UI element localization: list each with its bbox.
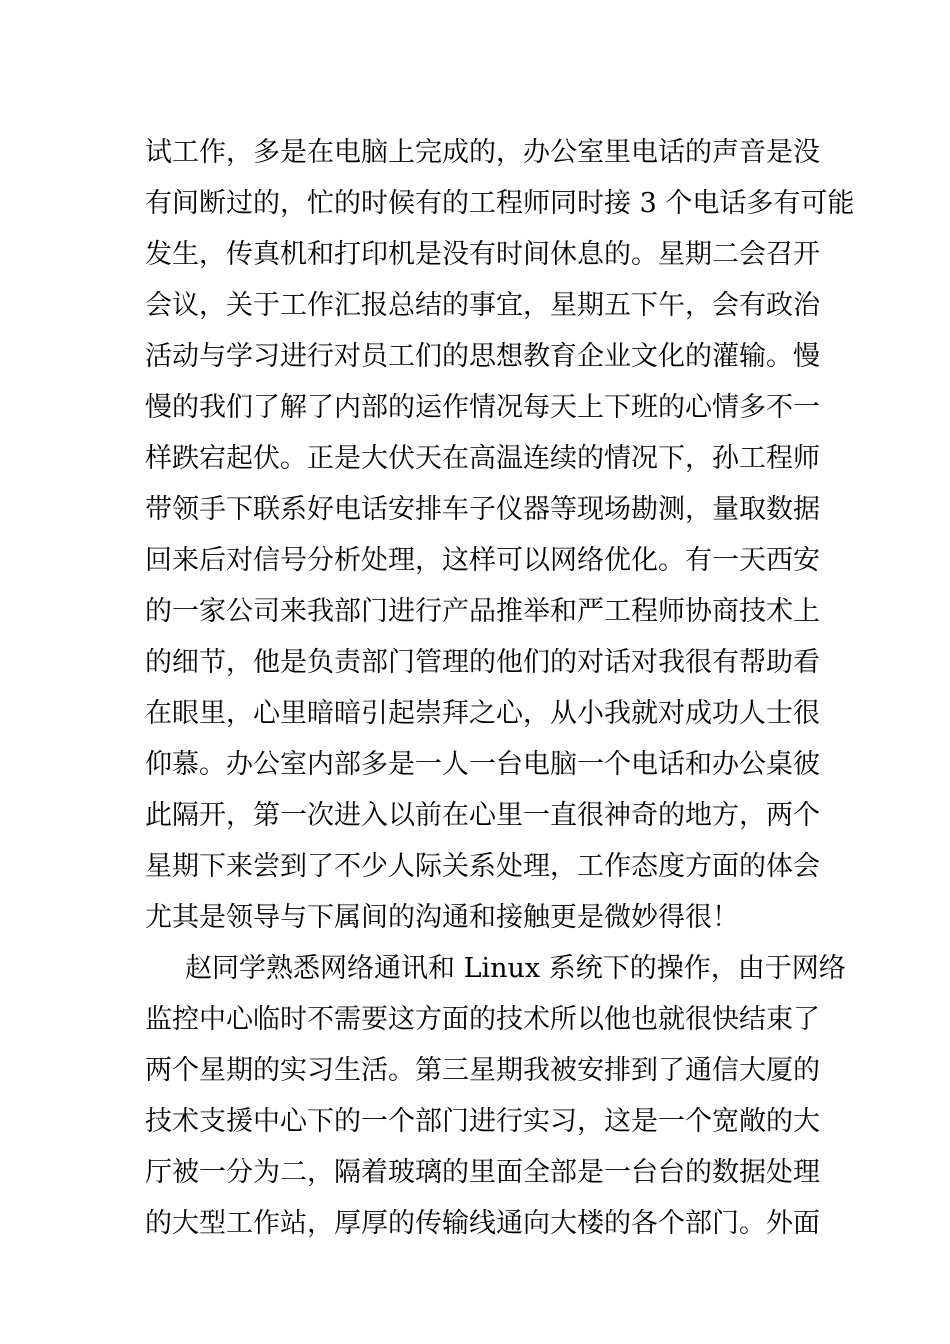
text-line: 此隔开，第一次进入以前在心里一直很神奇的地方，两个: [145, 800, 820, 831]
text-line: 带领手下联系好电话安排车子仪器等现场勘测，量取数据: [145, 494, 820, 525]
body-text: [145, 127, 855, 1249]
text-line: 活动与学习进行对员工们的思想教育企业文化的灌输。慢: [145, 341, 820, 372]
text-line: 的一家公司来我部门进行产品推举和严工程师协商技术上: [145, 596, 820, 627]
text-line: 技术支援中心下的一个部门进行实习，这是一个宽敞的大: [145, 1106, 820, 1137]
text-line: 两个星期的实习生活。第三星期我被安排到了通信大厦的: [145, 1055, 820, 1086]
text-line: 的细节，他是负责部门管理的他们的对话对我很有帮助看: [145, 647, 820, 678]
paragraph-first-line: 赵同学熟悉网络通讯和 Linux 系统下的操作，由于网络: [185, 953, 846, 984]
text-line: 试工作，多是在电脑上完成的，办公室里电话的声音是没: [145, 137, 820, 168]
text-line: 在眼里，心里暗暗引起崇拜之心，从小我就对成功人士很: [145, 698, 820, 729]
text-line: 的大型工作站，厚厚的传输线通向大楼的各个部门。外面: [145, 1208, 820, 1239]
paragraph-end-line: 尤其是领导与下属间的沟通和接触更是微妙得很！: [145, 902, 739, 933]
text-line: 发生，传真机和打印机是没有时间休息的。星期二会召开: [145, 239, 820, 270]
text-line: 厅被一分为二，隔着玻璃的里面全部是一台台的数据处理: [145, 1157, 820, 1188]
text-line: 慢的我们了解了内部的运作情况每天上下班的心情多不一: [145, 392, 820, 423]
text-line: 监控中心临时不需要这方面的技术所以他也就很快结束了: [145, 1004, 820, 1035]
text-line: 星期下来尝到了不少人际关系处理，工作态度方面的体会: [145, 851, 820, 882]
text-line: 样跌宕起伏。正是大伏天在高温连续的情况下，孙工程师: [145, 443, 820, 474]
text-line: 有间断过的，忙的时候有的工程师同时接 3 个电话多有可能: [145, 188, 855, 219]
text-line: 仰慕。办公室内部多是一人一台电脑一个电话和办公桌彼: [145, 749, 820, 780]
text-line: 会议，关于工作汇报总结的事宜，星期五下午，会有政治: [145, 290, 820, 321]
text-line: 回来后对信号分析处理，这样可以网络优化。有一天西安: [145, 545, 820, 576]
